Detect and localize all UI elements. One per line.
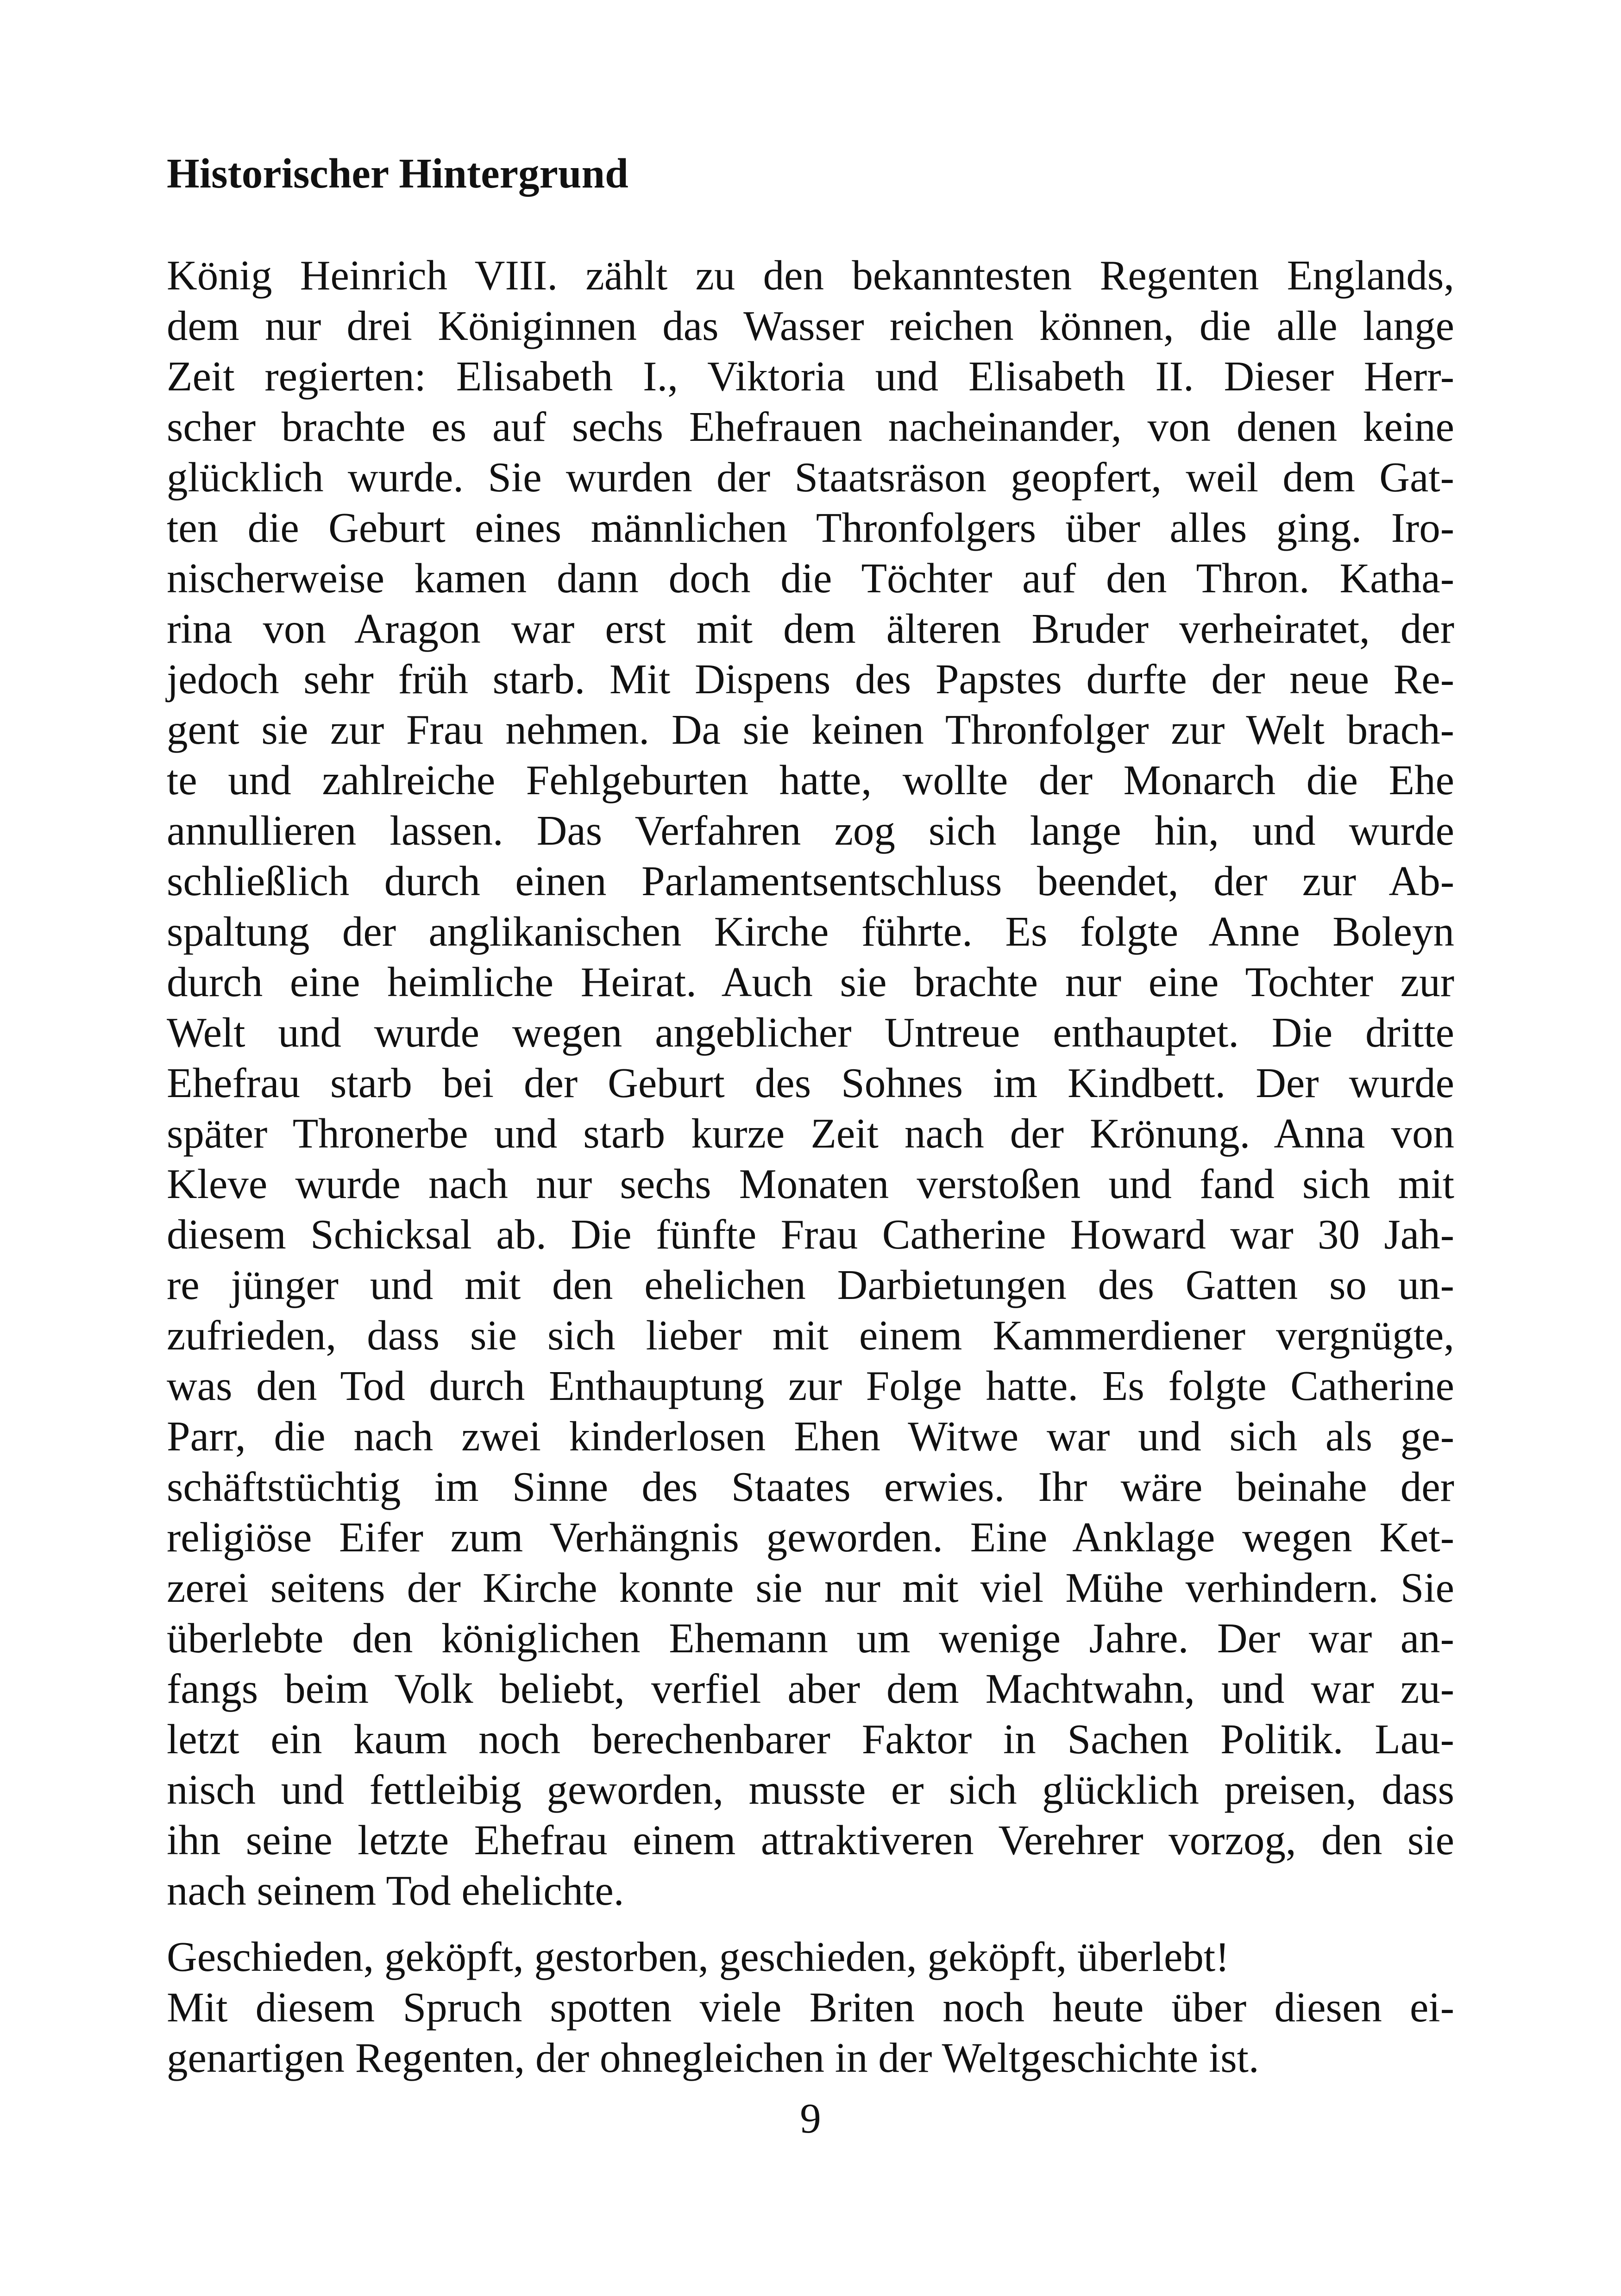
text-line: Kleve wurde nach nur sechs Monaten verstoßen und fand sich mit [167,1161,1454,1207]
text-line: diesem Schicksal ab. Die fünfte Frau Catherine Howard war 30 Jah- [167,1211,1454,1258]
text-line: annullieren lassen. Das Verfahren zog sich lange hin, und wurde [167,807,1454,854]
text-line: Welt und wurde wegen angeblicher Untreue enthauptet. Die dritte [167,1009,1454,1056]
text-line: scher brachte es auf sechs Ehefrauen nacheinander, von denen keine [167,403,1454,450]
paragraph-2 [167,1932,1454,2083]
text-line: nisch und fettleibig geworden, musste er sich glücklich preisen, dass [167,1766,1454,1813]
text-line: re jünger und mit den ehelichen Darbietungen des Gatten so un- [167,1261,1454,1308]
text-line: fangs beim Volk beliebt, verfiel aber dem Machtwahn, und war zu- [167,1665,1454,1712]
text-line: ten die Geburt eines männlichen Thronfolgers über alles ging. Iro- [167,504,1454,551]
paragraph-gap [167,1916,1454,1932]
text-line: genartigen Regenten, der ohnegleichen in der Weltgeschichte ist. [167,2034,1259,2081]
text-line: zerei seitens der Kirche konnte sie nur mit viel Mühe verhindern. Sie [167,1564,1454,1611]
text-line: Ehefrau starb bei der Geburt des Sohnes im Kindbett. Der wurde [167,1060,1454,1106]
text-line: schäftstüchtig im Sinne des Staates erwies. Ihr wäre beinahe der [167,1463,1454,1510]
text-line: Zeit regierten: Elisabeth I., Viktoria und Elisabeth II. Dieser Herr- [167,353,1454,400]
body-text [167,250,1454,2083]
text-line: rina von Aragon war erst mit dem älteren Bruder verheiratet, der [167,605,1454,652]
text-line: letzt ein kaum noch berechenbarer Faktor in Sachen Politik. Lau- [167,1716,1454,1763]
text-line: zufrieden, dass sie sich lieber mit einem Kammerdiener vergnügte, [167,1312,1454,1359]
page-number: 9 [800,2095,821,2142]
text-line: Mit diesem Spruch spotten viele Briten noch heute über diesen ei- [167,1984,1454,2031]
text-line: ihn seine letzte Ehefrau einem attraktiveren Verehrer vorzog, den sie [167,1817,1454,1863]
text-line: spaltung der anglikanischen Kirche führte. Es folgte Anne Boleyn [167,908,1454,955]
text-line: te und zahlreiche Fehlgeburten hatte, wollte der Monarch die Ehe [167,757,1454,803]
text-line: nach seinem Tod ehelichte. [167,1867,624,1914]
text-line: Parr, die nach zwei kinderlosen Ehen Witwe war und sich als ge- [167,1413,1454,1460]
text-line: dem nur drei Königinnen das Wasser reichen können, die alle lange [167,302,1454,349]
text-line: glücklich wurde. Sie wurden der Staatsräson geopfert, weil dem Gat- [167,454,1454,501]
paragraph-1 [167,250,1454,1916]
text-line: religiöse Eifer zum Verhängnis geworden. Eine Anklage wegen Ket- [167,1514,1454,1561]
text-line: später Thronerbe und starb kurze Zeit nach der Krönung. Anna von [167,1110,1454,1157]
text-line: schließlich durch einen Parlamentsentschluss beendet, der zur Ab- [167,858,1454,904]
text-line: gent sie zur Frau nehmen. Da sie keinen Thronfolger zur Welt brach- [167,706,1454,753]
text-line: überlebte den königlichen Ehemann um wenige Jahre. Der war an- [167,1615,1454,1662]
text-line: König Heinrich VIII. zählt zu den bekanntesten Regenten Englands, [167,252,1454,299]
text-line: jedoch sehr früh starb. Mit Dispens des Papstes durfte der neue Re- [167,656,1454,703]
text-line: durch eine heimliche Heirat. Auch sie brachte nur eine Tochter zur [167,959,1454,1005]
text-line: Geschieden, geköpft, gestorben, geschieden, geköpft, überlebt! [167,1933,1230,1980]
section-heading: Historischer Hintergrund [167,150,628,197]
text-line: was den Tod durch Enthauptung zur Folge hatte. Es folgte Catherine [167,1362,1454,1409]
text-line: nischerweise kamen dann doch die Töchter auf den Thron. Katha- [167,555,1454,602]
